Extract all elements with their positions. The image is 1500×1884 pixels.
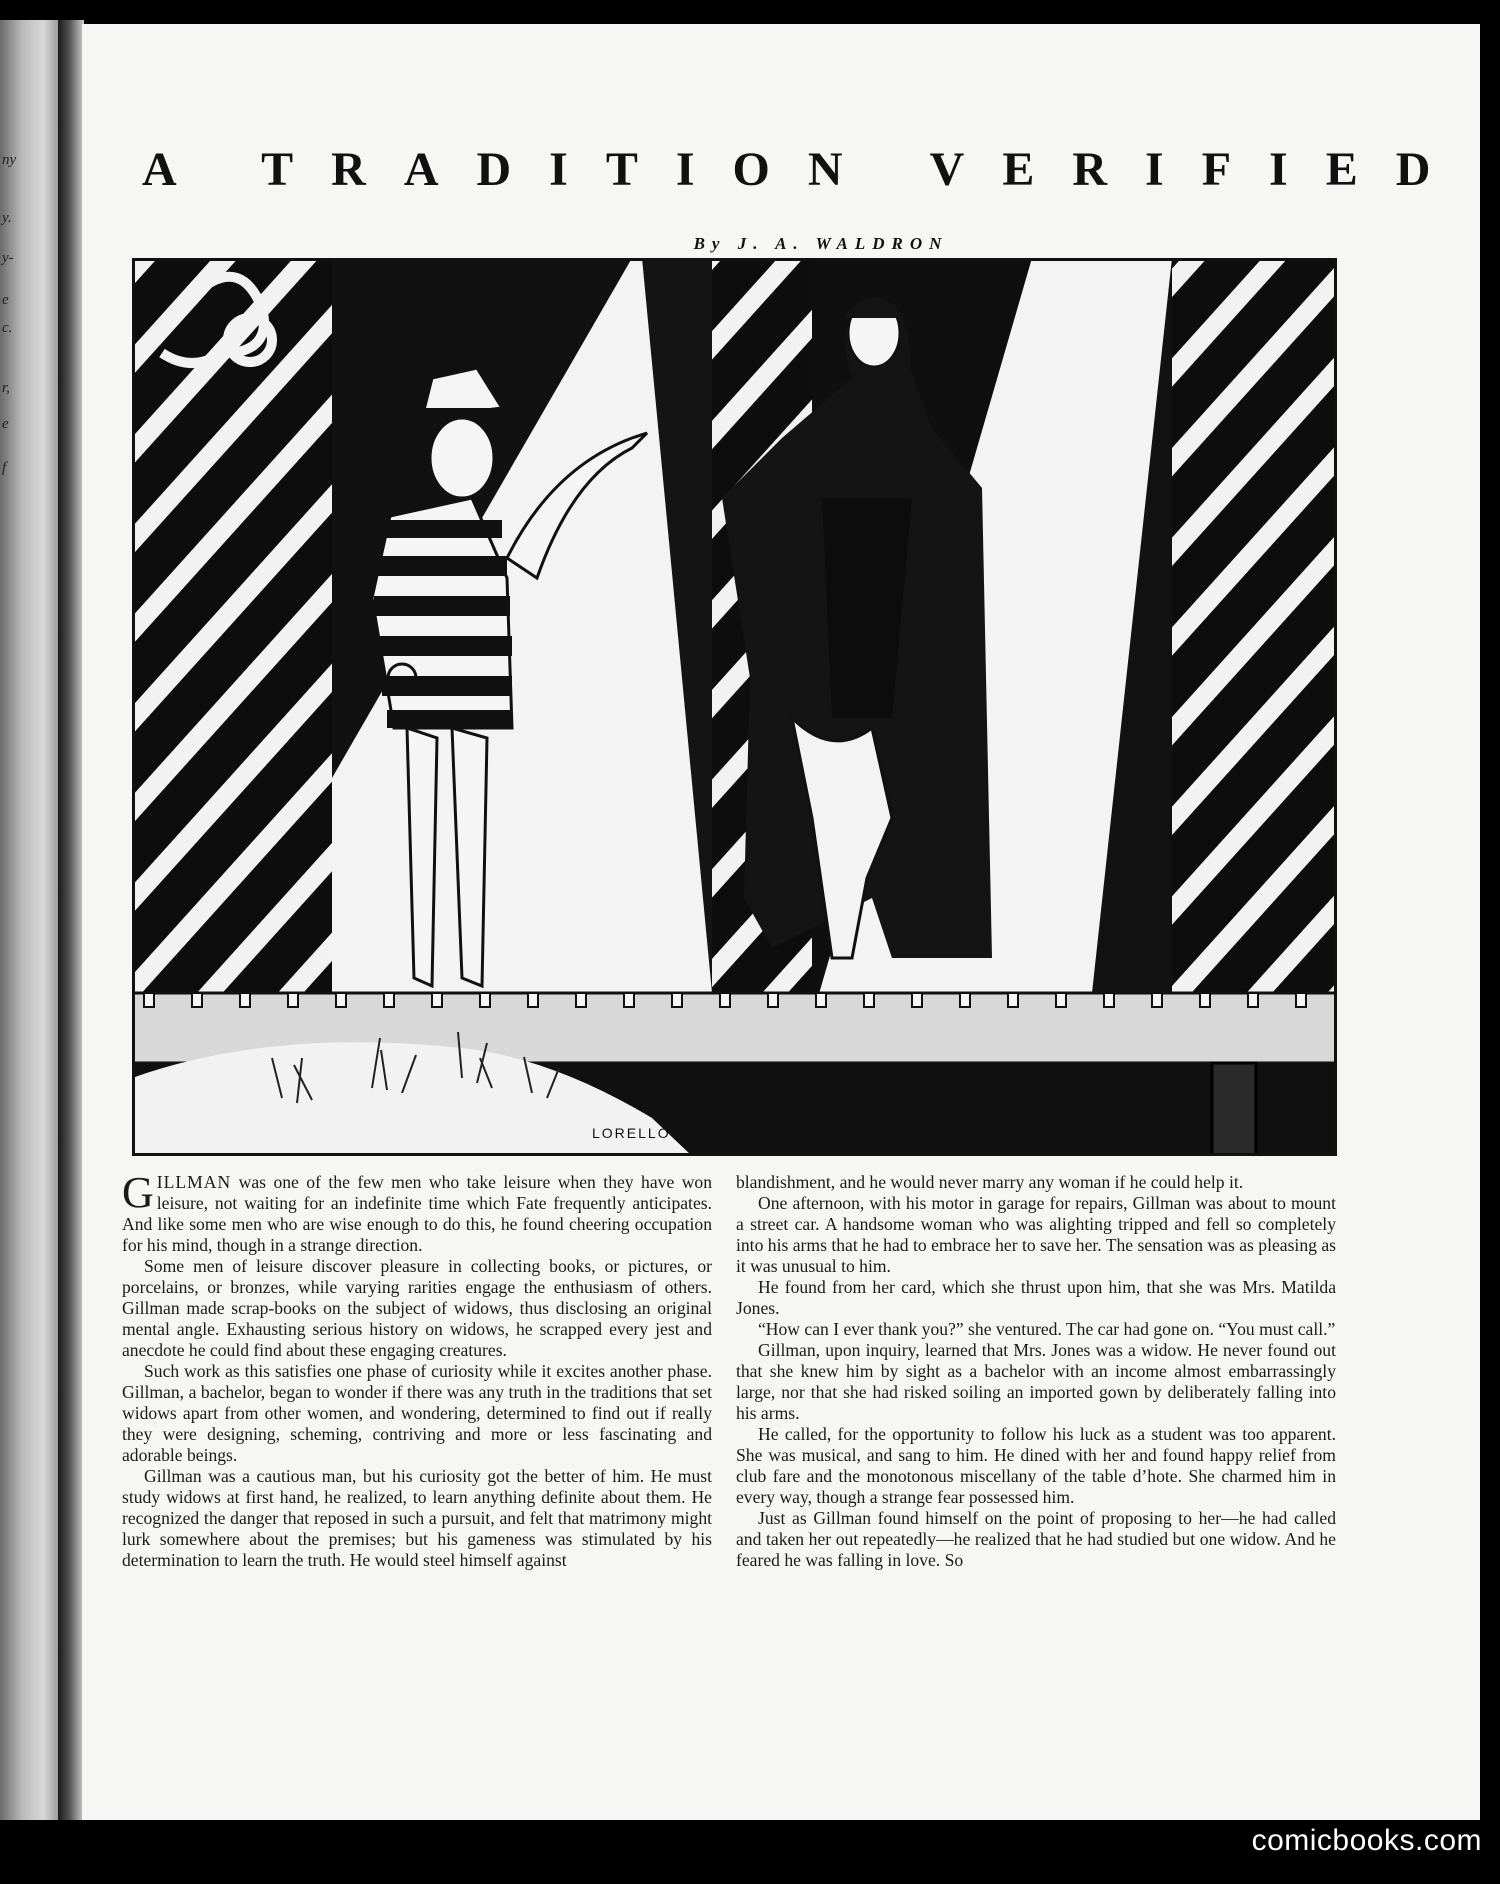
article-paragraph: He found from her card, which she thrust upon him, that she was Mrs. Matilda Jones.	[736, 1277, 1336, 1318]
facing-page-fragment: e	[2, 416, 9, 432]
striped-wall-left	[132, 258, 332, 993]
illustration-signature: LORELLO ASS	[592, 1125, 710, 1141]
article-paragraph: He called, for the opportunity to follow his luck as a student was too apparent. She was musical, and sang to him. He dined with her and found happy relief from club fare and the monotonous miscellany of the table d’hote. She charmed him in every way, though a strange fear possessed him.	[736, 1424, 1336, 1507]
article-paragraph: GILLMAN was one of the few men who take leisure when they have won leisure, not waiting for an indefinite time which Fate frequently anticipates. And like some men who are wise enough to do this, he found cheering occupation for his mind, though in a strange direction.	[122, 1168, 712, 1255]
site-watermark: comicbooks.com	[1251, 1824, 1482, 1857]
article-column-left	[122, 1168, 712, 1571]
article-paragraph: One afternoon, with his motor in garage for repairs, Gillman was about to mount a street car. A handsome woman who was alighting tripped and fell so completely into his arms that he had to embrace her to save her. The sensation was as pleasing as it was unusual to him.	[736, 1193, 1336, 1276]
article-byline: By J. A. WALDRON	[693, 234, 949, 253]
drop-cap: G	[122, 1168, 154, 1217]
article-paragraph: Just as Gillman found himself on the point of proposing to her—he had called and taken her out repeatedly—he realized that he had studied but one widow. And he feared he was falling in love. So	[736, 1508, 1336, 1570]
article-paragraph: Gillman was a cautious man, but his curiosity got the better of him. He must study widows at first hand, he realized, to learn anything definite about them. He recognized the danger that reposed in such a pursuit, and felt that matrimony might lurk somewhere about the premises; but his gameness was stimulated by his determination to learn the truth. He would steel himself against	[122, 1466, 712, 1570]
article-paragraph: Gillman, upon inquiry, learned that Mrs. Jones was a widow. He never found out that she knew him by sight as a bachelor with an income almost embarrassingly large, nor that she had risked soiling an imported gown by deliberately falling into his arms.	[736, 1340, 1336, 1423]
book-gutter	[58, 20, 84, 1820]
facing-page-fragment: ny	[2, 152, 17, 168]
article-paragraph: Some men of leisure discover pleasure in collecting books, or pictures, or porcelains, or bronzes, while varying rarities engage the enthusiasm of others. Gillman made scrap-books on the subject of widows, thus disclosing an original mental angle. Exhausting serious history on widows, he scrapped every jest and anecdote he could find about these engaging creatures.	[122, 1256, 712, 1360]
article-paragraph: blandishment, and he would never marry any woman if he could help it.	[736, 1172, 1244, 1192]
article-illustration	[132, 258, 1337, 1156]
striped-wall-right	[1172, 258, 1337, 993]
facing-page-fragment: r,	[2, 380, 10, 396]
article-paragraph: Such work as this satisfies one phase of curiosity while it excites another phase. Gillman, a bachelor, began to wonder if there was any truth in the traditions that set widows apart from other women, and wondering, determined to find out if really they were designing, scheming, contriving and more or less fascinating and adorable beings.	[122, 1361, 712, 1465]
facing-page-fragment: f	[2, 460, 7, 476]
facing-page-fragment: e	[2, 292, 9, 308]
illustration-drawing	[132, 258, 1337, 1156]
article-title: A TRADITION VERIFIED	[142, 143, 1469, 196]
facing-page-fragment: y.	[2, 210, 12, 226]
facing-page-fragment: c.	[2, 320, 13, 336]
article-paragraph: “How can I ever thank you?” she ventured. The car had gone on. “You must call.”	[758, 1319, 1336, 1339]
facing-page-edge	[0, 20, 62, 1820]
article-column-right	[736, 1172, 1336, 1571]
magazine-page	[82, 24, 1480, 1820]
facing-page-fragment: y-	[2, 250, 14, 266]
